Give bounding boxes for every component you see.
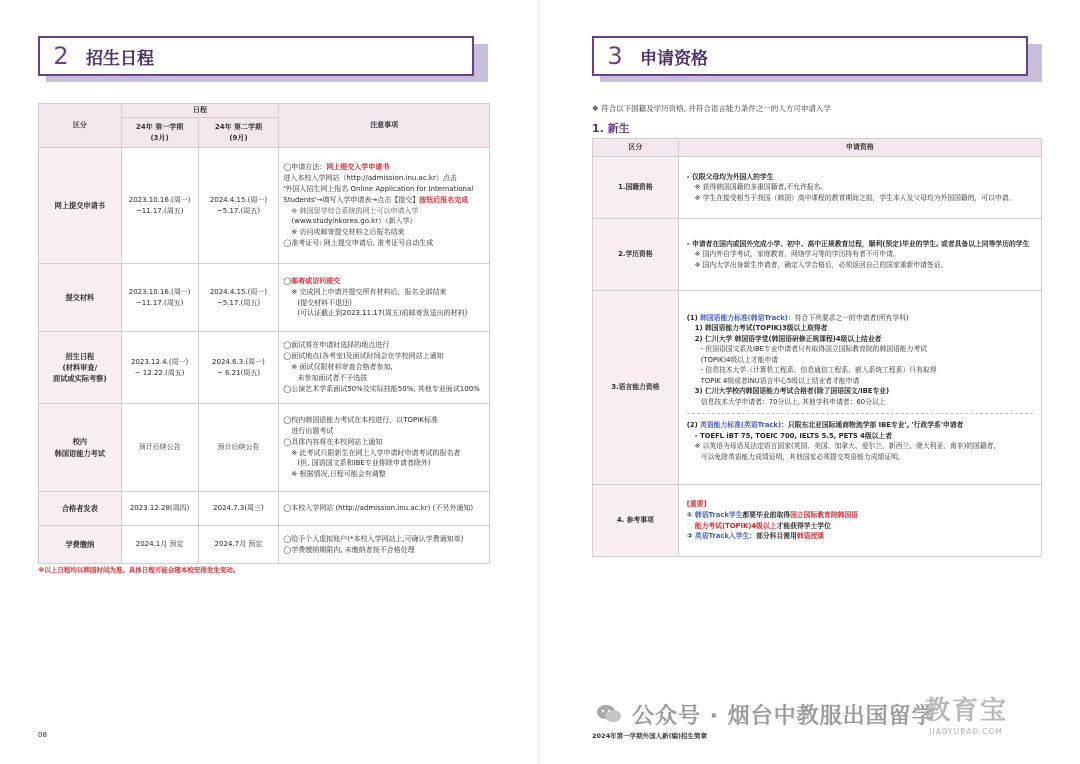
table-row: [593, 157, 1042, 219]
note-line: ◯面试地点(各考室)及面试时间会在学校网站上通知: [283, 352, 444, 361]
header-category: 区分: [593, 139, 679, 157]
header-notes: 注意事项: [279, 104, 490, 148]
requirement-line: 2) 仁川大学 韩国语学堂(韩国语研修正规课程)4级以上结业者: [694, 334, 882, 343]
subheading-new-students: 1. 新生: [592, 122, 630, 135]
note-line: ◯公演艺术学系面试50%及实际技能50%, 其他专业面试100%: [283, 384, 480, 393]
term2-date: 预计后续公告: [198, 404, 279, 492]
korean-track-title: (1) 韩国语能力标准(韩语Track)：符合下列要求之一的申请者(所有学科): [686, 313, 909, 322]
header-schedule: 日程: [121, 104, 279, 118]
important-tag: [重要]: [686, 500, 707, 509]
term2-date: 2024.7月 预定: [198, 526, 279, 564]
site-logo: 教育宝 JIAOYUBAO.COM: [924, 696, 1009, 736]
note-line: ※ 根据情况,日程可能会有调整: [291, 470, 386, 479]
row-content: [678, 219, 1041, 291]
term1-date: 2023.12.4.(周一) ~ 12.22.(周五): [121, 332, 198, 404]
term1-date: 预计后续公告: [121, 404, 198, 492]
row-label: 学费缴纳: [39, 526, 122, 564]
row-notes: [279, 332, 490, 404]
row-label: 4. 参考事项: [593, 485, 679, 557]
note-line: ◯具体内容将在本校网站上通知: [283, 437, 383, 446]
note-line: ◯本校入学网站 (http://admission.inu.ac.kr) (不另外通知): [283, 504, 474, 513]
row-content: [678, 485, 1041, 557]
note-line: ① 韩语Track学生都要毕业前取得国立国际教育院韩国语: [686, 510, 859, 519]
note-line: ② 英语Track入学生：部分科目需用韩语授课: [686, 532, 825, 541]
watermark-text: 公众号 · 烟台中教服出国留学: [632, 703, 935, 729]
requirement-line: 信息技术大学申请者：70分以上, 其他学科申请者：60分以上: [700, 397, 886, 406]
note-line: ※ 完成网上申请并提交所有材料后，报名全部结束: [291, 287, 447, 296]
note-line: 未参加面试者不予选拔: [297, 373, 368, 382]
term1-date: 2023.10.16.(周一) ~11.17.(周五): [121, 264, 198, 332]
note-line: ※ 韩国留学综合系统的网上可以申请入学: [291, 206, 419, 215]
divider: [687, 413, 1033, 414]
note-line: (但, 国语国文系和IBE专业排除申请者除外): [297, 459, 431, 468]
note-line: (www.studyinkorea.go.kr）（新入学）: [291, 217, 417, 226]
note-line: ※ 此考试只限新生在网上入学申请时申请考试的报名者: [291, 448, 461, 457]
note-line: '外国人招生网上报名 Online Application for International: [283, 184, 474, 193]
note-line: (可认证截止到2023.11.17(周五)前邮寄发送出的材料): [297, 309, 468, 318]
row-label: 校内 韩国语能力考试: [39, 404, 122, 492]
requirement-line: - TOEFL iBT 75, TOEIC 700, IELTS 5.5, PETS 4级以上者: [694, 431, 893, 440]
header-requirements: 申请资格: [678, 139, 1041, 157]
table-row: [593, 219, 1042, 291]
schedule-footnote: ※以上日程均以韩国时间为准。具体日程可能会随本校安排发生变动。: [38, 566, 240, 574]
requirement-line: - 仅限父母均为外国人的学生: [686, 172, 774, 181]
requirement-line: - 信息技术大学（计算机工程系、信息通信工程系、嵌入系统工程系）只有取得: [700, 366, 937, 375]
wechat-icon: [596, 704, 622, 724]
header-term1: 24年 第一学期 (3月): [121, 118, 198, 148]
requirement-line: ※ 以英语为母语及法定语言国家(英国、美国、加拿大、爱尔兰、新西兰、澳大利亚、南非)的国籍者,: [694, 442, 996, 451]
term2-date: 2024.4.15.(周一) ~5.17.(周五): [198, 148, 279, 264]
note-line: ※ 访问或邮寄提交材料之后报名结束: [291, 228, 405, 237]
row-label: 招生日程 (材料审查/ 面试或实际考察): [39, 332, 122, 404]
table-row: [39, 526, 490, 564]
row-label: 2.学历资格: [593, 219, 679, 291]
section-number: 3: [607, 42, 623, 70]
requirement-line: TOPIK 4级或者INU语言中心5级以上结业者才能申请: [700, 376, 860, 385]
note-line: ◯邮寄或访问提交: [283, 276, 341, 285]
section-number: 2: [53, 42, 69, 70]
requirement-line: ※ 国内大学出身新生申请者，确定入学合格后，必须返回自己的国家重新申请签证。: [694, 260, 948, 269]
note-line: Students'→填写入学申请表→点击【提交】按钮后报名完成: [283, 195, 469, 204]
table-row: [39, 148, 490, 264]
row-notes: [279, 526, 490, 564]
row-label: 合格者发表: [39, 492, 122, 526]
table-row: [593, 291, 1042, 485]
requirement-line: (TOPIK)4级以上才能申请: [700, 355, 779, 364]
row-notes: [279, 148, 490, 264]
term1-date: 2024.1月 预定: [121, 526, 198, 564]
requirement-line: ※ 国内外自学考试，家庭教育，网络学习等的学历持有者不可申请。: [694, 250, 900, 259]
term1-date: 2023.12.28(周四): [121, 492, 198, 526]
term2-date: 2024.7.3(周三): [198, 492, 279, 526]
eligibility-intro: ❖ 符合以下国籍及学历资格, 并符合语言能力条件之一的人方可申请入学: [592, 104, 831, 113]
row-label: 提交材料: [39, 264, 122, 332]
note-line: ◯校内韩国语能力考试在本校进行，以TOPIK标准: [283, 415, 438, 424]
requirement-line: 可以免除英语能力成绩证明，其他国家必须提交英语能力成绩证明。: [700, 452, 905, 461]
note-line: 进入本校入学网站（http://admission.inu.ac.kr）点击: [283, 173, 457, 182]
requirement-line: 3) 仁川大学校内韩国语能力考试合格者(除了国语国文/IBE专业): [694, 387, 890, 396]
table-row: [593, 485, 1042, 557]
section-title: 招生日程: [86, 48, 154, 69]
row-notes: [279, 404, 490, 492]
table-row: [39, 492, 490, 526]
row-notes: [279, 264, 490, 332]
brochure-footer: 2024年第一学期外国人新(编)招生简章: [592, 732, 708, 740]
table-row: [39, 332, 490, 404]
header-category: 区分: [39, 104, 122, 148]
section-header-schedule: [38, 36, 474, 76]
note-line: (提交材料不退还): [297, 298, 352, 307]
english-track-title: (2) 英语能力标准(英语Track)：只限东北亚国际通商物流学部 IBE专业', '行政学系'申请者: [686, 421, 964, 430]
note-line: ◯准考证号: 网上提交申请后, 准考证号自动生成: [283, 239, 434, 248]
note-line: 进行出题考试: [291, 426, 334, 435]
term1-date: 2023.10.16.(周一) ~11.17.(周五): [121, 148, 198, 264]
table-row: [39, 264, 490, 332]
term2-date: 2024.6.3.(周一) ~ 6.21(周五): [198, 332, 279, 404]
row-content: [678, 291, 1041, 485]
row-content: [678, 157, 1041, 219]
eligibility-table: [592, 138, 1042, 557]
note-line: 能力考试(TOPIK)4级以上才能获得学士学位: [694, 521, 831, 530]
row-notes: [279, 492, 490, 526]
requirement-line: ※ 学生在接受相当于我国（韩国）高中课程的教育期间之前，学生本人及父母均为外国国籍的，可以申请。: [694, 193, 1016, 202]
page-number: 08: [38, 731, 47, 739]
note-line: ◯给予个人虚拟账户(*本校入学网站上,可确认学费通知单): [283, 534, 464, 543]
requirement-line: - 申请者在国内或国外完成小学、初中、高中正规教育过程，顺利(预定)毕业的学生, 或者具备以上同等学历的学生: [686, 239, 1030, 248]
requirement-line: 1) 韩国语能力考试(TOPIK)3级以上取得者: [694, 324, 828, 333]
row-label: 1.国籍资格: [593, 157, 679, 219]
section-title: 申请资格: [640, 48, 708, 69]
row-label: 网上提交申请书: [39, 148, 122, 264]
row-label: 3.语言能力资格: [593, 291, 679, 485]
schedule-table: [38, 103, 490, 564]
table-row: [39, 404, 490, 492]
note-line: ◯申请方法：网上提交入学申请书: [283, 163, 390, 172]
section-header-eligibility: [592, 36, 1028, 76]
note-line: ◯面试将在申请时选择的地点进行: [283, 341, 390, 350]
term2-date: 2024.4.15.(周一) ~5.17.(周五): [198, 264, 279, 332]
header-term2: 24年 第二学期 (9月): [198, 118, 279, 148]
note-line: ◯学费缴纳期限内, 未缴纳者按不合格处理: [283, 545, 415, 554]
watermark: [596, 697, 966, 731]
requirement-line: - 但国语国文系及IBE专业申请者只有取得国立国际教育院的韩国语能力考试: [700, 345, 928, 354]
requirement-line: ※ 获得韩国国籍的多重国籍者,不允许报名。: [694, 183, 828, 192]
note-line: ※ 面试仅限材料审查合格者参加,: [291, 363, 393, 372]
